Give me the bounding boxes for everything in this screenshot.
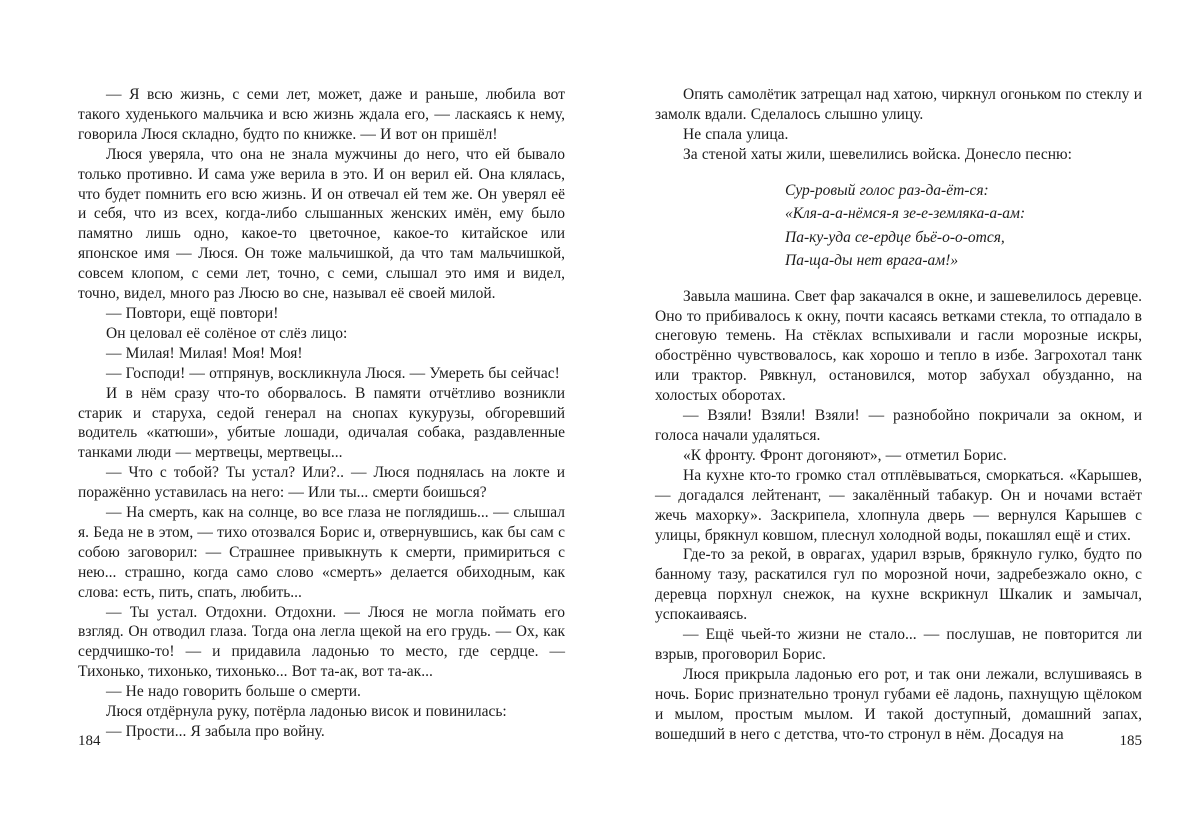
paragraph: — Я всю жизнь, с семи лет, может, даже и раньше, любила вот такого худенького мальчика и всю жизнь ждала его, — ласкаясь к нему, говорила Люся складно, будто по книжке. — И вот он пришёл! (78, 86, 565, 143)
paragraph: Люся прикрыла ладонью его рот, и так они лежали, вслушиваясь в ночь. Борис признательно тронул губами её ладонь, пахнущую щёлоком и мылом, простым мылом. И такой доступный, домашний запах, вошедший в него с детства, что-то стронул в нём. Досадуя на (655, 665, 1142, 743)
paragraph: — Господи! — отпрянув, воскликнула Люся. — Умереть бы сейчас! (106, 364, 560, 382)
right-page-text (655, 85, 1142, 744)
page-right (655, 85, 1142, 744)
verse-line: Сур-ровый голос раз-да-ёт-ся: (785, 181, 989, 199)
paragraph: — Повтори, ещё повтори! (106, 304, 279, 322)
paragraph: И в нём сразу что-то оборвалось. В памяти отчётливо возникли старик и старуха, седой генерал на снопах кукурузы, обгоревший водитель «катюши», убитые лошади, одичалая собака, раздавленные танками люди — мертвецы, мертвецы... (78, 384, 565, 462)
paragraph: Люся уверяла, что она не знала мужчины до него, что ей бывало только противно. И сама уже верила в это. И он верил ей. Она клялась, что будет помнить его всю жизнь. И он отвечал ей тем же. Он уверял её и себя, что из всех, когда-либо слышанных женских имён, ему было памятно лишь одно, какое-то цветочное, какое-то китайское или японское имя — Люся. Он тоже мальчишкой, да что там мальчишкой, совсем клопом, с семи лет, точно, с семи, слышал это имя и видел, точно, видел, много раз Люсю во сне, называл её своей милой. (78, 145, 565, 303)
verse-line: «Кля-а-а-нёмся-я зе-е-земляка-а-ам: (785, 205, 1026, 223)
paragraph: — Что с тобой? Ты устал? Или?.. — Люся поднялась на локте и поражённо уставилась на него: — Или ты... смерти боишься? (78, 464, 565, 502)
paragraph: «К фронту. Фронт догоняют», — отметил Борис. (683, 446, 1007, 464)
paragraph: Где-то за рекой, в оврагах, ударил взрыв, брякнуло гулко, будто по банному тазу, раскатился гул по морозной ночи, задребезжало окно, с деревца порхнул снежок, на кухне вскрикнул Шкалик и замычал, успокаиваясь. (655, 546, 1142, 624)
paragraph: Не спала улица. (683, 125, 789, 143)
paragraph: Завыла машина. Свет фар закачался в окне, и зашевелилось деревце. Оно то прибивалось к окну, почти касаясь ветками стекла, то отпадало в снеговую темень. На стёклах вспыхивали и гасли морозные искры, обострённо чувствовалось, как хорошо и тепло в избе. Загрохотал танк или трактор. Рявкнул, остановился, мотор забухал обузданно, на холостых оборотах. (655, 287, 1142, 405)
paragraph: — Прости... Я забыла про войну. (106, 723, 325, 740)
paragraph: Он целовал её солёное от слёз лицо: (106, 324, 348, 342)
right-page-number: 185 (1119, 733, 1142, 749)
paragraph: — Не надо говорить больше о смерти. (106, 683, 361, 701)
left-page-text (78, 85, 565, 742)
paragraph: — Взяли! Взяли! Взяли! — разнобойно покричали за окном, и голоса начали удаляться. (655, 407, 1142, 444)
paragraph: — Ты устал. Отдохни. Отдохни. — Люся не могла поймать его взгляд. Он отводил глаза. Тогда она легла щекой на его грудь. — Ох, как сердчишко-то! — и придавила ладонью то место, где сердце. — Тихонько, тихонько, тихонько... Вот та-ак, вот та-ак... (78, 603, 565, 681)
left-page-number: 184 (78, 733, 101, 749)
paragraph: На кухне кто-то громко стал отплёвываться, сморкаться. «Карышев, — догадался лейтенант, — закалённый табакур. Он и ночами встаёт жечь махорку». Заскрипела, хлопнула дверь — вернулся Карышев с улицы, брякнул ковшом, плеснул холодной воды, покашлял ещё и стих. (655, 466, 1142, 544)
paragraph: Люся отдёрнула руку, потёрла ладонью висок и повинилась: (106, 703, 507, 721)
verse-line: Па-ща-ды нет врага-ам!» (785, 252, 959, 270)
verse-line: Па-ку-уда се-ердце бьё-о-о-отся, (785, 228, 1005, 246)
page-left (78, 85, 565, 744)
paragraph: — На смерть, как на солнце, во все глаза не поглядишь... — слышал я. Беда не в этом, — тихо отозвался Борис и, отвернувшись, как бы сам с собою заговорил: — Страшнее привыкнуть к смерти, примириться с нею... страшно, когда само слово «смерть» делается обиходным, как слова: есть, пить, спать, любить... (78, 504, 565, 601)
song-verse (655, 179, 1142, 273)
paragraph: — Милая! Милая! Моя! Моя! (106, 344, 303, 362)
paragraph: — Ещё чьей-то жизни не стало... — послушав, не повторится ли взрыв, проговорил Борис. (655, 626, 1142, 663)
paragraph: За стеной хаты жили, шевелились войска. Донесло песню: (683, 145, 1072, 163)
paragraph: Опять самолётик затрещал над хатою, чиркнул огоньком по стеклу и замолк вдали. Сделалось слышно улицу. (655, 86, 1142, 123)
